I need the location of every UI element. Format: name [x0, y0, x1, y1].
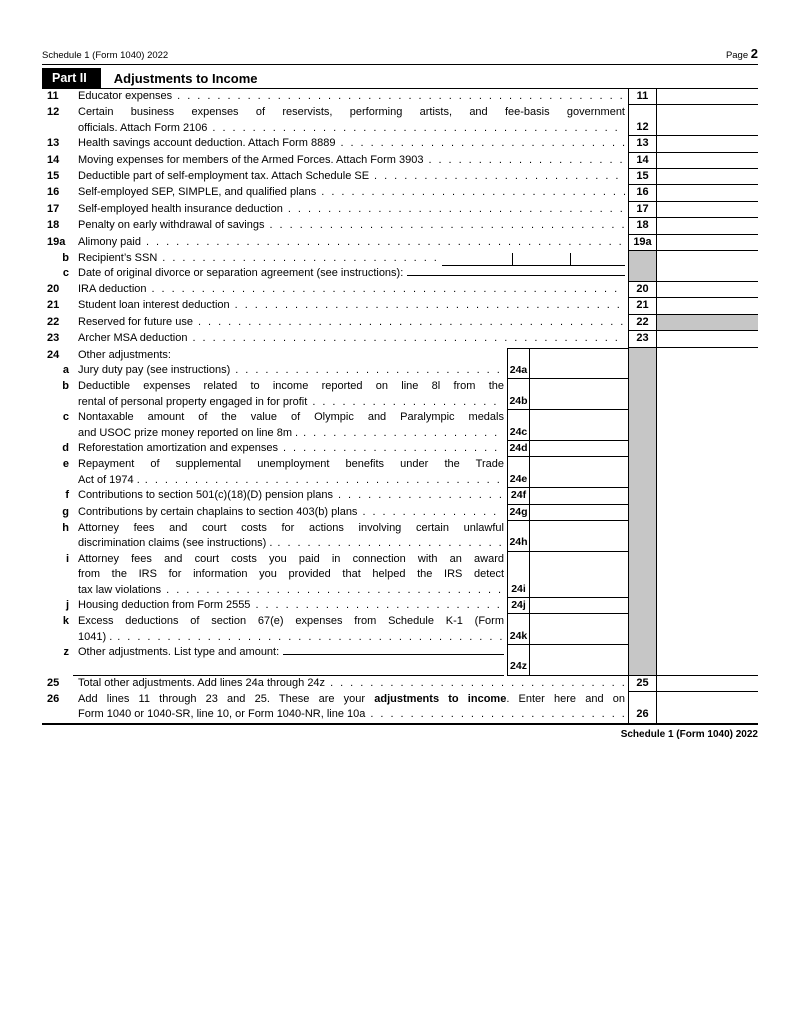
line-number-12: 12 [47, 106, 60, 119]
line-24f-label: Contributions to section 501(c)(18)(D) pension plans [78, 489, 333, 502]
part-ii-bar [42, 68, 758, 89]
line-24j-amount-area [656, 598, 758, 614]
row-24g [42, 505, 758, 521]
line-24g-amount-field[interactable] [530, 505, 628, 521]
row-24b [42, 379, 758, 410]
line-24b-box-label: 24b [507, 379, 530, 410]
row-18 [42, 218, 758, 234]
line-24i-amount-field[interactable] [530, 552, 628, 598]
line-15-box-label: 15 [628, 169, 656, 185]
shaded-cell [628, 645, 656, 675]
part-ii-title: Adjustments to Income [113, 71, 258, 86]
line-number-15: 15 [47, 170, 60, 183]
dot-leader [333, 488, 504, 503]
line-number-24k: k [62, 615, 69, 628]
line-24c-amount-area [656, 410, 758, 441]
line-19c-amount-area [656, 266, 758, 281]
dot-leader [230, 298, 625, 313]
divorce-date-field[interactable] [407, 275, 625, 276]
line-number-14: 14 [47, 153, 60, 166]
line-24i-label-1: Attorney fees and court costs you paid in connection with an award [78, 552, 504, 565]
row-19b [42, 251, 758, 266]
line-24k-label-2: 1041) . [78, 630, 113, 643]
line-15-amount-field[interactable] [656, 169, 758, 185]
line-24e-amount-area [656, 457, 758, 488]
row-16 [42, 185, 758, 201]
line-19a-amount-field[interactable] [656, 235, 758, 251]
line-24e-box-label: 24e [507, 457, 530, 488]
line-23-label: Archer MSA deduction [78, 332, 188, 345]
table-bottom-rule [42, 723, 758, 725]
row-12 [42, 105, 758, 136]
row-17 [42, 202, 758, 218]
line-24h-label-2: discrimination claims (see instructions) . [78, 537, 273, 550]
line-24z-amount-area [656, 645, 758, 675]
dot-leader [147, 282, 626, 297]
shaded-cell [628, 521, 656, 552]
line-number-24j: j [65, 599, 69, 611]
dot-leader [187, 331, 625, 346]
line-24b-amount-field[interactable] [530, 379, 628, 410]
line-24c-label-1: Nontaxable amount of the value of Olympic and Paralympic medals [78, 411, 504, 424]
line-26-amount-field[interactable] [656, 692, 758, 723]
shaded-cell [628, 552, 656, 598]
form-page [42, 46, 758, 740]
line-24h-amount-field[interactable] [530, 521, 628, 552]
line-number-17: 17 [47, 202, 60, 215]
line-26-box-label: 26 [628, 692, 656, 723]
line-24h-amount-area [656, 521, 758, 552]
line-number-24a: a [62, 363, 69, 376]
line-20-box-label: 20 [628, 282, 656, 298]
shaded-cell [628, 441, 656, 457]
line-24f-box-label: 24f [507, 488, 530, 504]
row-26 [42, 692, 758, 723]
line-24d-label: Reforestation amortization and expenses [78, 441, 278, 454]
row-24h [42, 521, 758, 552]
line-number-24z: z [63, 646, 69, 659]
line-13-label: Health savings account deduction. Attach Form 8889 [78, 137, 336, 150]
line-24c-box-label: 24c [507, 410, 530, 441]
page-header [42, 46, 758, 61]
line-16-label: Self-employed SEP, SIMPLE, and qualified plans [78, 186, 317, 199]
dot-leader [365, 707, 625, 722]
line-number-25: 25 [47, 676, 60, 689]
line-22-label: Reserved for future use [78, 315, 193, 328]
line-number-22: 22 [47, 315, 60, 328]
shaded-cell [628, 505, 656, 521]
shaded-cell [628, 614, 656, 645]
dot-leader [423, 153, 625, 168]
line-19b-label: Recipient’s SSN [78, 252, 158, 265]
row-24k [42, 614, 758, 645]
line-23-box-label: 23 [628, 331, 656, 347]
other-adjustments-type-field[interactable] [283, 654, 504, 655]
line-24e-label-2: Act of 1974 . [78, 473, 140, 486]
line-19a-box-label: 19a [628, 235, 656, 251]
line-24d-amount-area [656, 441, 758, 457]
shaded-cell [628, 363, 656, 379]
dot-leader [161, 583, 504, 598]
line-24a-amount-field[interactable] [530, 363, 628, 379]
line-13-box-label: 13 [628, 136, 656, 152]
row-13 [42, 136, 758, 152]
part-ii-label: Part II [42, 68, 101, 88]
row-24j [42, 598, 758, 614]
line-21-box-label: 21 [628, 298, 656, 314]
line-21-label: Student loan interest deduction [78, 299, 230, 312]
row-14 [42, 153, 758, 169]
line-26-label-1: Add lines 11 through 23 and 25. These are your adjustments to income. Enter here and on [78, 693, 625, 706]
line-25-label: Total other adjustments. Add lines 24a through 24z [78, 676, 326, 689]
row-19c [42, 266, 758, 281]
line-12-label-1: Certain business expenses of reservists, performing artists, and fee-basis government [78, 106, 625, 119]
line-19a-label: Alimony paid [78, 235, 141, 248]
shaded-cell [628, 598, 656, 614]
dot-leader [157, 251, 437, 266]
line-number-23: 23 [47, 332, 60, 345]
line-number-16: 16 [47, 186, 60, 199]
line-number-24e: e [62, 458, 69, 471]
footer-form-id: Schedule 1 (Form 1040) 2022 [620, 728, 758, 740]
line-24a-label: Jury duty pay (see instructions) [78, 363, 231, 376]
line-12-label-2: officials. Attach Form 2106 [78, 121, 208, 134]
line-13-amount-field[interactable] [656, 136, 758, 152]
line-11-amount-field[interactable] [656, 89, 758, 105]
dot-leader [369, 169, 625, 184]
inner-box-spacer [507, 348, 530, 363]
row-20 [42, 282, 758, 298]
line-24-label: Other adjustments: [78, 348, 171, 361]
line-25-amount-field[interactable] [656, 676, 758, 692]
line-number-26: 26 [47, 693, 60, 706]
row-25 [42, 676, 758, 692]
line-24e-amount-field[interactable] [530, 457, 628, 488]
line-24b-label-1: Deductible expenses related to income reported on line 8l from the [78, 380, 504, 393]
row-24c [42, 410, 758, 441]
line-24h-label-1: Attorney fees and court costs for actions involving certain unlawful [78, 521, 504, 534]
row-24e [42, 457, 758, 488]
line-15-label: Deductible part of self-employment tax. Attach Schedule SE [78, 170, 370, 183]
line-number-21: 21 [47, 299, 60, 312]
line-20-amount-field[interactable] [656, 282, 758, 298]
line-24k-box-label: 24k [507, 614, 530, 645]
line-24j-box-label: 24j [507, 598, 530, 614]
line-26-label-2: Form 1040 or 1040-SR, line 10, or Form 1040-NR, line 10a [78, 708, 366, 721]
line-17-label: Self-employed health insurance deduction [78, 202, 283, 215]
line-24e-label-1: Repayment of supplemental unemployment benefits under the Trade [78, 458, 504, 471]
line-number-24b: b [62, 380, 69, 393]
row-21 [42, 298, 758, 314]
line-number-19a: 19a [47, 235, 66, 248]
line-24g-box-label: 24g [507, 505, 530, 521]
line-24b-amount-area [656, 379, 758, 410]
line-14-label: Moving expenses for members of the Armed Forces. Attach Form 3903 [78, 153, 424, 166]
dot-leader [316, 185, 625, 200]
dot-leader [325, 676, 625, 691]
row-11 [42, 89, 758, 105]
line-24k-amount-area [656, 614, 758, 645]
line-number-24c: c [62, 411, 69, 424]
line-24j-label: Housing deduction from Form 2555 [78, 599, 251, 611]
shaded-cell [628, 488, 656, 504]
line-24i-label-3: tax law violations [78, 583, 162, 596]
shaded-cell [628, 410, 656, 441]
line-24g-label: Contributions by certain chaplains to section 403(b) plans [78, 505, 358, 518]
dot-leader [230, 363, 504, 378]
dot-leader [335, 136, 625, 151]
shaded-cell [628, 251, 656, 266]
line-number-24h: h [62, 521, 69, 534]
line-24z-label: Other adjustments. List type and amount: [78, 646, 280, 659]
dot-leader [112, 630, 504, 645]
row-23 [42, 331, 758, 347]
line-18-amount-field[interactable] [656, 218, 758, 234]
line-14-amount-field[interactable] [656, 153, 758, 169]
dot-leader [307, 395, 504, 410]
line-24f-amount-field[interactable] [530, 488, 628, 504]
line-24i-amount-area [656, 552, 758, 598]
inner-amount-spacer [530, 348, 628, 363]
row-24a [42, 363, 758, 379]
form-id-header: Schedule 1 (Form 1040) 2022 [42, 50, 169, 61]
line-number-24f: f [65, 489, 69, 502]
line-number-13: 13 [47, 137, 60, 150]
line-number-19c: c [62, 267, 69, 280]
line-24z-box-label: 24z [507, 645, 530, 675]
shaded-cell [628, 457, 656, 488]
line-24d-box-label: 24d [507, 441, 530, 457]
line-number-20: 20 [47, 282, 60, 295]
line-12-box-label: 12 [628, 105, 656, 136]
line-24-amount-area [656, 348, 758, 363]
other-adjustments-type-field-2[interactable] [73, 661, 504, 676]
dot-leader [193, 315, 625, 330]
row-24d [42, 441, 758, 457]
line-24i-label-2: from the IRS for information you provided that helped the IRS detect [78, 568, 504, 581]
dot-leader [140, 473, 504, 488]
line-number-24: 24 [47, 348, 60, 361]
line-24c-label-2: and USOC prize money reported on line 8m . [78, 426, 299, 439]
line-number-11: 11 [47, 90, 59, 102]
line-22-box-label: 22 [628, 315, 656, 331]
line-24k-label-1: Excess deductions of section 67(e) expenses from Schedule K-1 (Form [78, 615, 504, 628]
line-19c-label: Date of original divorce or separation agreement (see instructions): [78, 267, 404, 280]
line-24d-amount-field[interactable] [530, 441, 628, 457]
line-24h-box-label: 24h [507, 521, 530, 552]
line-21-amount-field[interactable] [656, 298, 758, 314]
dot-leader [272, 536, 504, 551]
line-16-box-label: 16 [628, 185, 656, 201]
row-24z [42, 645, 758, 675]
row-15 [42, 169, 758, 185]
line-number-24g: g [62, 505, 69, 518]
row-24f [42, 488, 758, 504]
line-23-amount-field[interactable] [656, 331, 758, 347]
shaded-cell [656, 315, 758, 331]
line-24c-amount-field[interactable] [530, 410, 628, 441]
page-number: 2 [750, 46, 758, 61]
line-17-amount-field[interactable] [656, 202, 758, 218]
line-24b-label-2: rental of personal property engaged in for profit [78, 395, 308, 408]
line-24i-box-label: 24i [507, 552, 530, 598]
recipient-ssn-field[interactable] [442, 253, 625, 266]
shaded-cell [628, 266, 656, 281]
line-24a-box-label: 24a [507, 363, 530, 379]
line-24j-amount-field[interactable] [530, 598, 628, 614]
line-12-amount-field[interactable] [656, 105, 758, 136]
line-number-24i: i [65, 552, 69, 565]
line-18-box-label: 18 [628, 218, 656, 234]
dot-leader [283, 202, 625, 217]
line-14-box-label: 14 [628, 153, 656, 169]
dot-leader [298, 426, 504, 441]
shaded-cell [628, 348, 656, 363]
line-number-18: 18 [47, 219, 60, 232]
page-indicator: Page 2 [725, 46, 758, 61]
adjustments-table [42, 89, 758, 725]
line-17-box-label: 17 [628, 202, 656, 218]
line-number-19b: b [62, 252, 69, 265]
dot-leader [278, 441, 504, 456]
line-11-label: Educator expenses [78, 90, 173, 102]
shaded-cell [628, 379, 656, 410]
line-20-label: IRA deduction [78, 282, 147, 295]
dot-leader [207, 121, 625, 136]
dot-leader [141, 235, 625, 250]
line-number-24d: d [62, 441, 69, 454]
row-24 [42, 348, 758, 363]
line-16-amount-field[interactable] [656, 185, 758, 201]
line-24k-amount-field[interactable] [530, 614, 628, 645]
row-19a [42, 235, 758, 251]
dot-leader [172, 89, 625, 104]
adjustments-to-income-bold: adjustments to income [374, 693, 507, 706]
header-rule [42, 64, 758, 65]
row-22 [42, 315, 758, 331]
line-25-box-label: 25 [628, 676, 656, 692]
line-19b-amount-area [656, 251, 758, 266]
row-24i [42, 552, 758, 598]
dot-leader [357, 505, 504, 520]
line-11-box-label: 11 [628, 89, 656, 105]
dot-leader [250, 598, 504, 613]
line-24a-amount-area [656, 363, 758, 379]
line-18-label: Penalty on early withdrawal of savings [78, 219, 265, 232]
line-24g-amount-area [656, 505, 758, 521]
dot-leader [264, 218, 625, 233]
line-24f-amount-area [656, 488, 758, 504]
line-24z-amount-field[interactable] [530, 645, 628, 675]
